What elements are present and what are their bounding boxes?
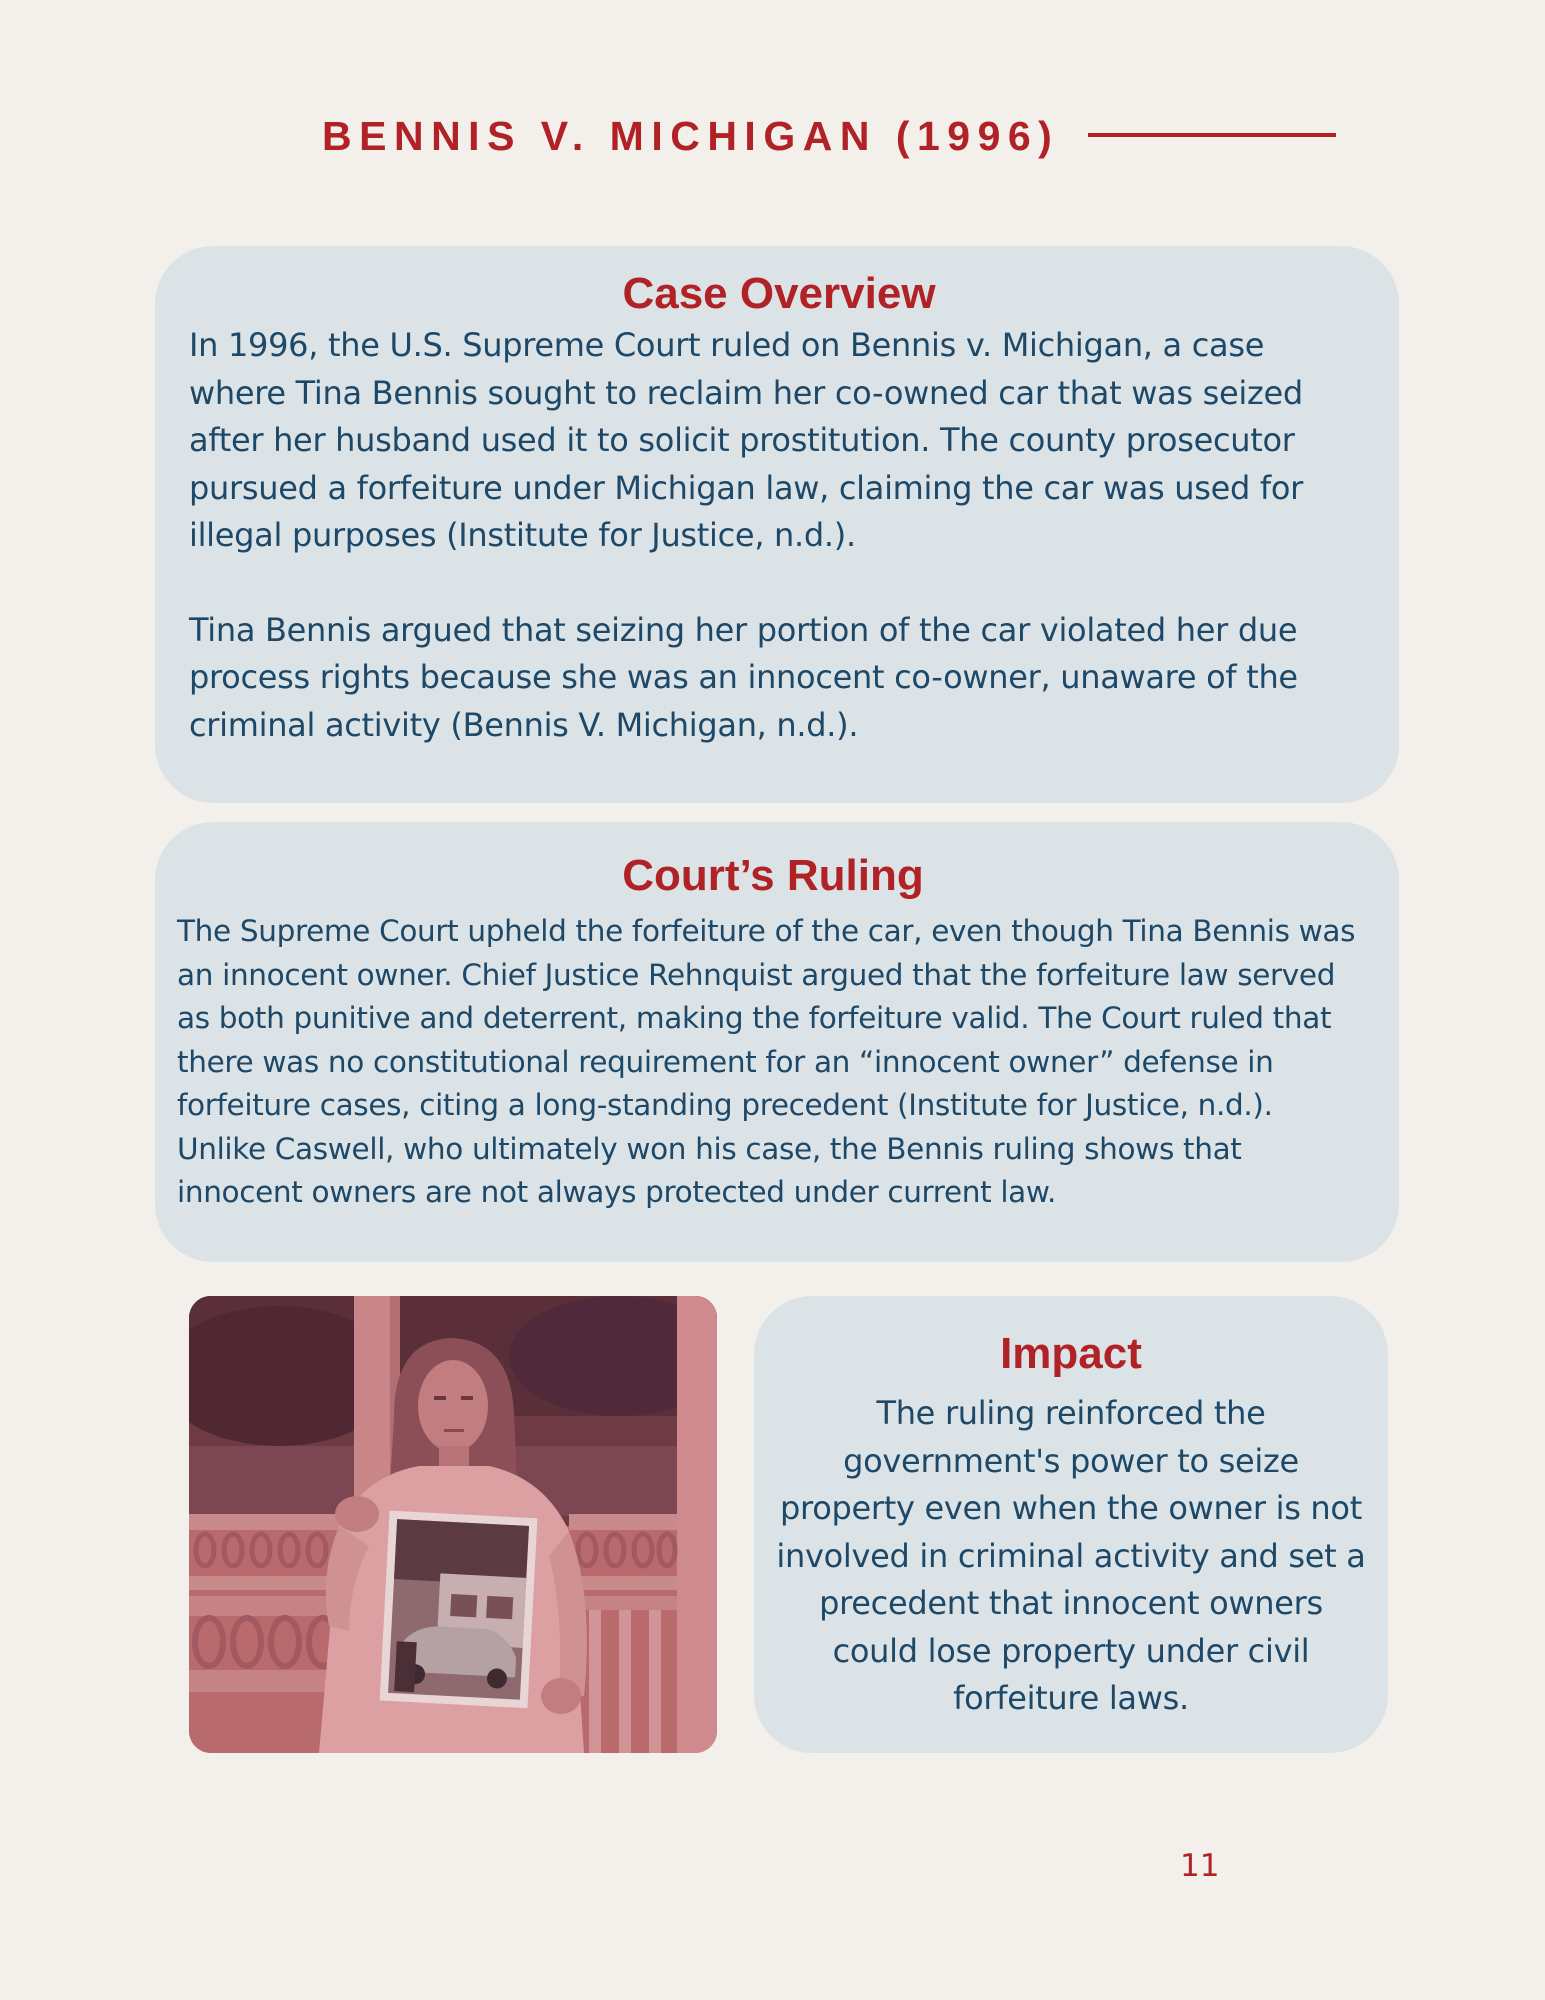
courts-ruling-card bbox=[155, 822, 1399, 1262]
courts-ruling-heading: Court’s Ruling bbox=[622, 851, 924, 900]
photo-illustration bbox=[189, 1296, 717, 1753]
courts-ruling-body: The Supreme Court upheld the forfeiture of the car, even though Tina Bennis was an innocent owner. Chief Justice Rehnquist argued that the forfeiture law served as both punitive and deterrent, making the forfeiture valid. The Court ruled that there was no constitutional requirement for an “innocent owner” defense in forfeiture cases, citing a long-standing precedent (Institute for Justice, n.d.). Unlike Caswell, who ultimately won his case, the Bennis ruling shows that innocent owners are not always protected under current law. bbox=[177, 914, 1356, 1209]
case-overview-paragraph: In 1996, the U.S. Supreme Court ruled on Bennis v. Michigan, a case where Tina Bennis sought to reclaim her co-owned car that was seized after her husband used it to solicit prostitution. The county prosecutor pursued a forfeiture under Michigan law, claiming the car was used for illegal purposes (Institute for Justice, n.d.). bbox=[189, 326, 1303, 554]
case-overview-heading: Case Overview bbox=[622, 269, 936, 318]
impact-card bbox=[754, 1296, 1388, 1753]
page-title: BENNIS V. MICHIGAN (1996) bbox=[322, 113, 1060, 159]
impact-body: The ruling reinforced the government's power to seize property even when the owner is not involved in criminal activity and set a precedent that innocent owners could lose property under civil forfeiture laws. bbox=[776, 1394, 1366, 1717]
impact-heading: Impact bbox=[1000, 1329, 1142, 1378]
page-number: 11 bbox=[1180, 1848, 1220, 1884]
tina-bennis-photo bbox=[189, 1296, 717, 1753]
title-rule bbox=[1088, 133, 1336, 137]
page-header bbox=[0, 108, 1545, 164]
case-overview-card bbox=[155, 246, 1399, 803]
case-overview-paragraph: Tina Bennis argued that seizing her portion of the car violated her due process rights because she was an innocent co-owner, unaware of the criminal activity (Bennis V. Michigan, n.d.). bbox=[189, 610, 1298, 744]
